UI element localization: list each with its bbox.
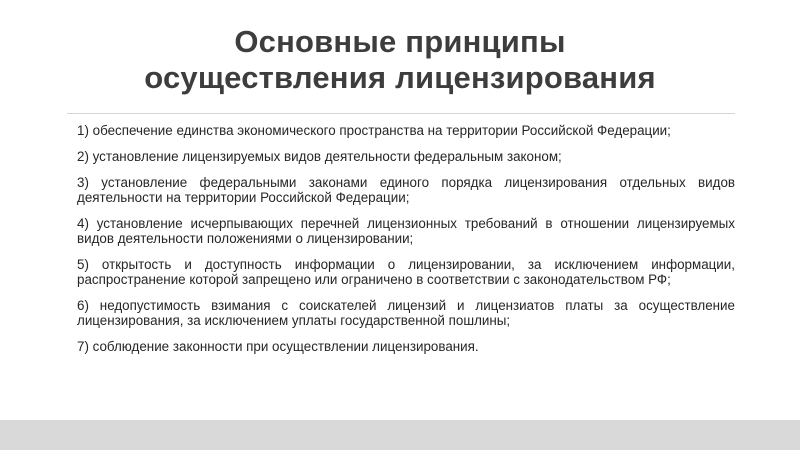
principle-item-2: 2) установление лицензируемых видов деятельности федеральным законом; bbox=[77, 149, 562, 164]
principles-list bbox=[77, 123, 735, 365]
principle-item-3: 3) установление федеральными законами единого порядка лицензирования отдельных видов деятельности на территории Российской Федерации; bbox=[77, 175, 735, 205]
principle-item-7: 7) соблюдение законности при осуществлении лицензирования. bbox=[77, 339, 479, 354]
slide-title-line-2: осуществления лицензирования bbox=[144, 60, 656, 95]
principle-item-1: 1) обеспечение единства экономического пространства на территории Российской Федерации; bbox=[77, 123, 671, 138]
slide-title-line-1: Основные принципы bbox=[234, 24, 566, 59]
footer-band bbox=[0, 420, 800, 450]
principle-item-6: 6) недопустимость взимания с соискателей лицензий и лицензиатов платы за осуществление лицензирования, за исключением уплаты государственной пошлины; bbox=[77, 298, 735, 328]
title-divider bbox=[67, 113, 735, 114]
principle-item-4: 4) установление исчерпывающих перечней лицензионных требований в отношении лицензируемых видов деятельности положениями о лицензировании; bbox=[77, 216, 735, 246]
principle-item-5: 5) открытость и доступность информации о лицензировании, за исключением информации, распространение которой запрещено или ограничено в соответствии с законодательством РФ; bbox=[77, 257, 735, 287]
slide-title bbox=[60, 24, 740, 96]
